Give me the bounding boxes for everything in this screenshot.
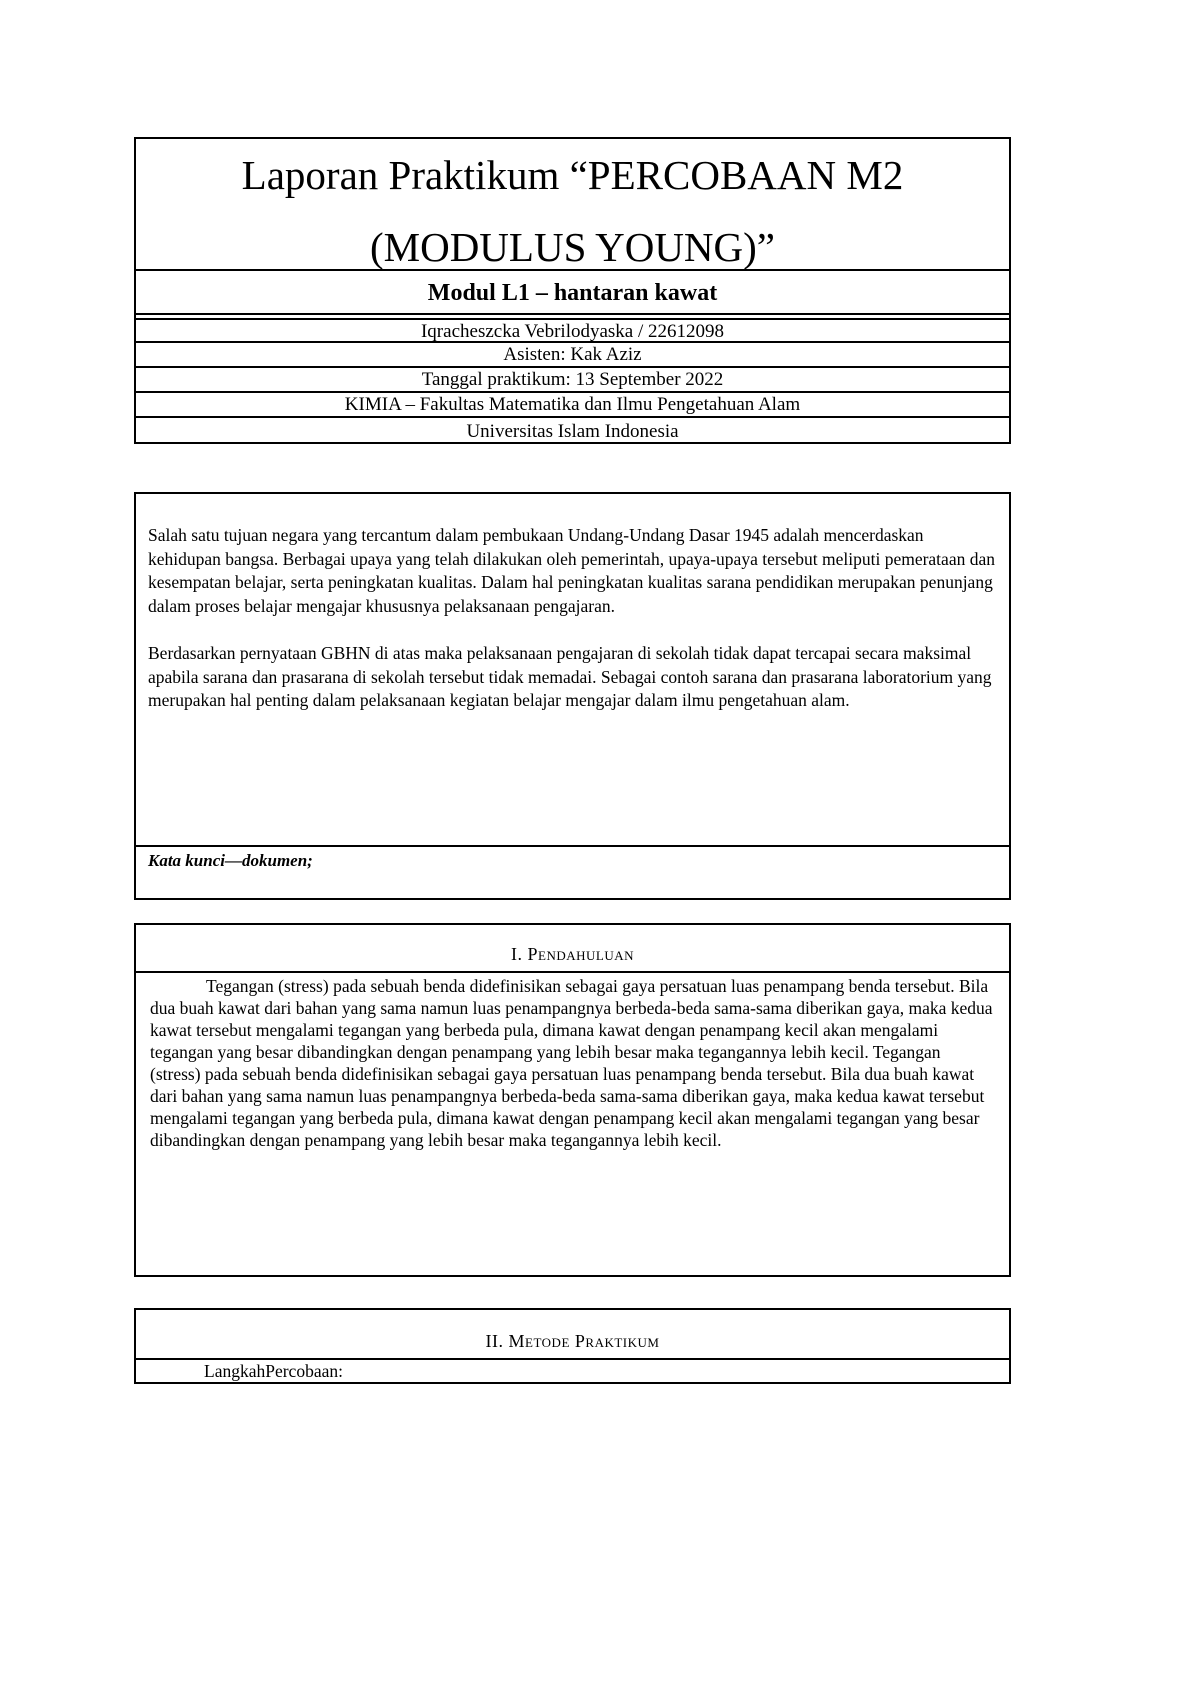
section-method-text: LangkahPercobaan: [204, 1361, 343, 1381]
abstract-box [134, 492, 1011, 900]
header-table [134, 137, 1011, 444]
university-name: Universitas Islam Indonesia [466, 421, 679, 442]
abstract-paragraph-1: Salah satu tujuan negara yang tercantum dalam pembukaan Undang-Undang Dasar 1945 adalah mencerdaskan kehidupan bangsa. Berbagai upaya yang telah dilakukan oleh pemerintah, upaya-upaya tersebut meliputi pemerataan dan kesempatan belajar, serta peningkatan kualitas. Dalam hal peningkatan kualitas sarana pendidikan merupakan penunjang dalam proses belajar mengajar khususnya pelaksanaan pengajaran. [148, 525, 995, 616]
assistant-name: Asisten: Kak Aziz [136, 343, 1009, 368]
section-method-heading: II. Metode Praktikum [136, 1310, 1009, 1360]
section-introduction-heading: I. Pendahuluan [136, 925, 1009, 973]
report-title-line-2: (MODULUS YOUNG)” [369, 224, 775, 270]
faculty-name: KIMIA – Fakultas Matematika dan Ilmu Pengetahuan Alam [136, 393, 1009, 418]
report-title-line-1: Laporan Praktikum “PERCOBAAN M2 [241, 152, 904, 198]
section-method [134, 1308, 1011, 1384]
author-name-id: Iqracheszcka Vebrilodyaska / 22612098 [136, 318, 1009, 343]
module-name: Modul L1 – hantaran kawat [136, 271, 1009, 315]
abstract-paragraph-2: Berdasarkan pernyataan GBHN di atas maka pelaksanaan pengajaran di sekolah tidak dapat tercapai secara maksimal apabila sarana dan prasarana di sekolah tersebut tidak memadai. Sebagai contoh sarana dan prasarana laboratorium yang merupakan hal penting dalam pelaksanaan kegiatan belajar mengajar dalam ilmu pengetahuan alam. [148, 643, 992, 710]
abstract-body [148, 524, 998, 737]
keywords: Kata kunci—dokumen; [136, 845, 1009, 899]
section-introduction [134, 923, 1011, 1277]
section-introduction-text: Tegangan (stress) pada sebuah benda didefinisikan sebagai gaya persatuan luas penampang benda tersebut. Bila dua buah kawat dari bahan yang sama namun luas penampangnya berbeda-beda sama-sama diberikan gaya, maka kedua kawat tersebut mengalami tegangan yang berbeda pula, dimana kawat dengan penampang kecil akan mengalami tegangan yang besar dibandingkan dengan penampang yang lebih besar maka tegangannya lebih kecil. Tegangan (stress) pada sebuah benda didefinisikan sebagai gaya persatuan luas penampang benda tersebut. Bila dua buah kawat dari bahan yang sama namun luas penampangnya berbeda-beda sama-sama diberikan gaya, maka kedua kawat tersebut mengalami tegangan yang berbeda pula, dimana kawat dengan penampang kecil akan mengalami tegangan yang besar dibandingkan dengan penampang yang lebih besar maka tegangannya lebih kecil. [150, 976, 993, 1150]
report-title [136, 139, 1009, 271]
practicum-date: Tanggal praktikum: 13 September 2022 [136, 368, 1009, 393]
